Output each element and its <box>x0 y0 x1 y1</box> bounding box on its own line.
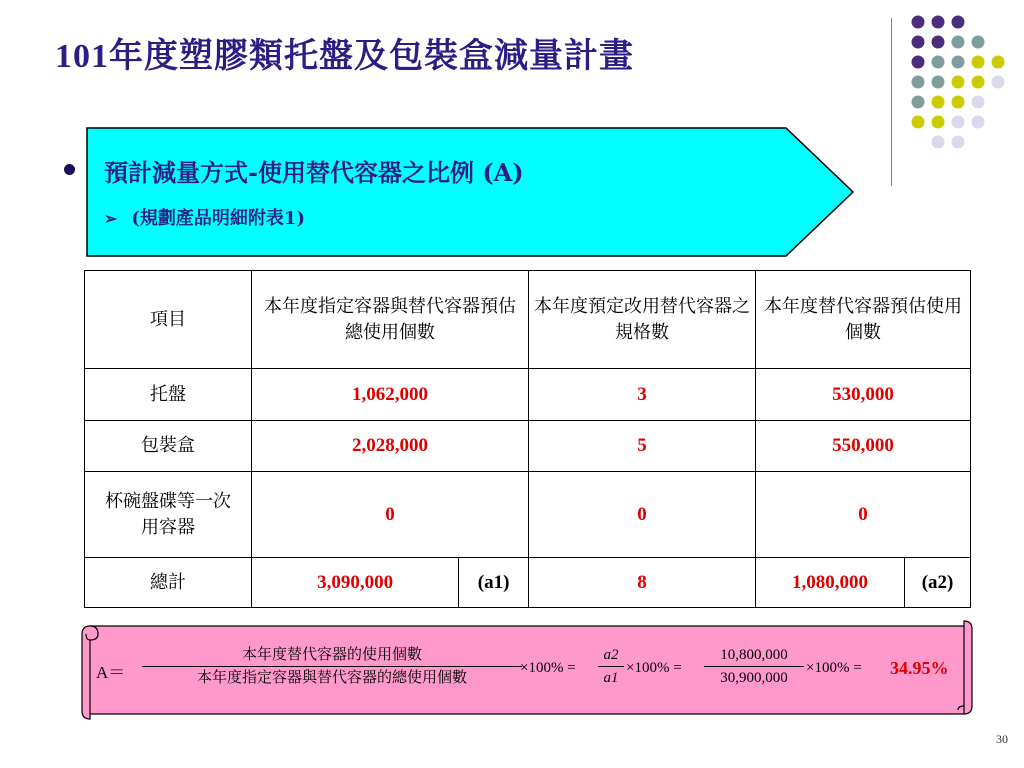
page-number: 30 <box>996 732 1008 746</box>
decorative-dot <box>912 16 925 29</box>
table-row <box>85 421 971 472</box>
decorative-dot <box>932 36 945 49</box>
row-total: 1,062,000 <box>252 369 529 421</box>
row-replaced: 0 <box>756 472 971 558</box>
row-total: 2,028,000 <box>252 421 529 472</box>
fraction-denominator: 30,900,000 <box>720 670 788 686</box>
decorative-dot <box>972 116 985 129</box>
decorative-dot <box>952 136 965 149</box>
decorative-dot <box>952 36 965 49</box>
header-total: 本年度指定容器與替代容器預估總使用個數 <box>252 271 529 369</box>
callout-heading: 預計減量方式-使用替代容器之比例 (A) <box>104 158 524 187</box>
decorative-dot <box>932 56 945 69</box>
decorative-dot <box>932 116 945 129</box>
decorative-dot <box>912 36 925 49</box>
header-replaced: 本年度替代容器預估使用個數 <box>756 271 971 369</box>
decorative-dot <box>912 116 925 129</box>
decorative-dot <box>932 16 945 29</box>
formula-operator: ×100% = <box>806 660 862 676</box>
fraction-numerator: 10,800,000 <box>720 647 788 663</box>
decorative-dot <box>972 96 985 109</box>
decorative-dot <box>932 136 945 149</box>
sum-replaced-ref: (a2) <box>905 558 971 608</box>
fraction-numerator: 本年度替代容器的使用個數 <box>241 647 422 663</box>
decorative-dot <box>992 76 1005 89</box>
slide-title: 101年度塑膠類托盤及包裝盒減量計畫 <box>55 38 634 75</box>
row-specs: 5 <box>529 421 756 472</box>
row-replaced: 530,000 <box>756 369 971 421</box>
callout-subitem <box>104 204 305 230</box>
decorative-dot <box>932 96 945 109</box>
callout-subitem-text: (規劃產品明細附表1) <box>131 208 305 229</box>
decorative-dot <box>972 56 985 69</box>
table-row <box>85 472 971 558</box>
row-item: 托盤 <box>85 369 252 421</box>
decorative-dot <box>952 56 965 69</box>
row-total: 0 <box>252 472 529 558</box>
table-row <box>85 369 971 421</box>
header-item: 項目 <box>85 271 252 369</box>
fraction-numerator: a2 <box>603 647 619 663</box>
formula-fraction-numbers <box>704 644 804 689</box>
row-item: 包裝盒 <box>85 421 252 472</box>
decorative-dot <box>912 56 925 69</box>
decorative-dot <box>912 76 925 89</box>
decorative-dot <box>952 76 965 89</box>
formula-operator: ×100% = <box>520 660 576 676</box>
formula-operator: ×100% = <box>626 660 682 676</box>
divider-line <box>891 18 892 186</box>
sum-replaced: 1,080,000 <box>756 558 905 608</box>
sum-item: 總計 <box>85 558 252 608</box>
formula-lhs: A＝ <box>96 663 126 682</box>
fraction-denominator: 本年度指定容器與替代容器的總使用個數 <box>196 670 467 686</box>
bullet-dot <box>64 164 75 175</box>
table-sum-row <box>85 558 971 608</box>
decorative-dot <box>972 36 985 49</box>
decorative-dot <box>932 76 945 89</box>
decorative-dot <box>952 116 965 129</box>
formula-result: 34.95% <box>890 658 949 678</box>
decorative-dot <box>992 56 1005 69</box>
sum-specs: 8 <box>529 558 756 608</box>
decorative-dot <box>952 96 965 109</box>
formula-fraction-words <box>142 644 522 689</box>
table-header-row <box>85 271 971 369</box>
row-replaced: 550,000 <box>756 421 971 472</box>
decorative-dot <box>912 96 925 109</box>
arrow-callout-shape <box>86 127 854 257</box>
fraction-denominator: a1 <box>603 670 619 686</box>
decorative-dot <box>952 16 965 29</box>
sum-total-ref: (a1) <box>459 558 529 608</box>
decorative-dot <box>972 76 985 89</box>
header-specs: 本年度預定改用替代容器之規格數 <box>529 271 756 369</box>
sum-total: 3,090,000 <box>252 558 459 608</box>
row-item: 杯碗盤碟等一次用容器 <box>85 472 252 558</box>
formula-fraction-symbols <box>598 644 624 689</box>
row-specs: 0 <box>529 472 756 558</box>
arrow-bullet-icon: ➢ <box>104 209 118 228</box>
reduction-table <box>84 270 971 608</box>
row-specs: 3 <box>529 369 756 421</box>
